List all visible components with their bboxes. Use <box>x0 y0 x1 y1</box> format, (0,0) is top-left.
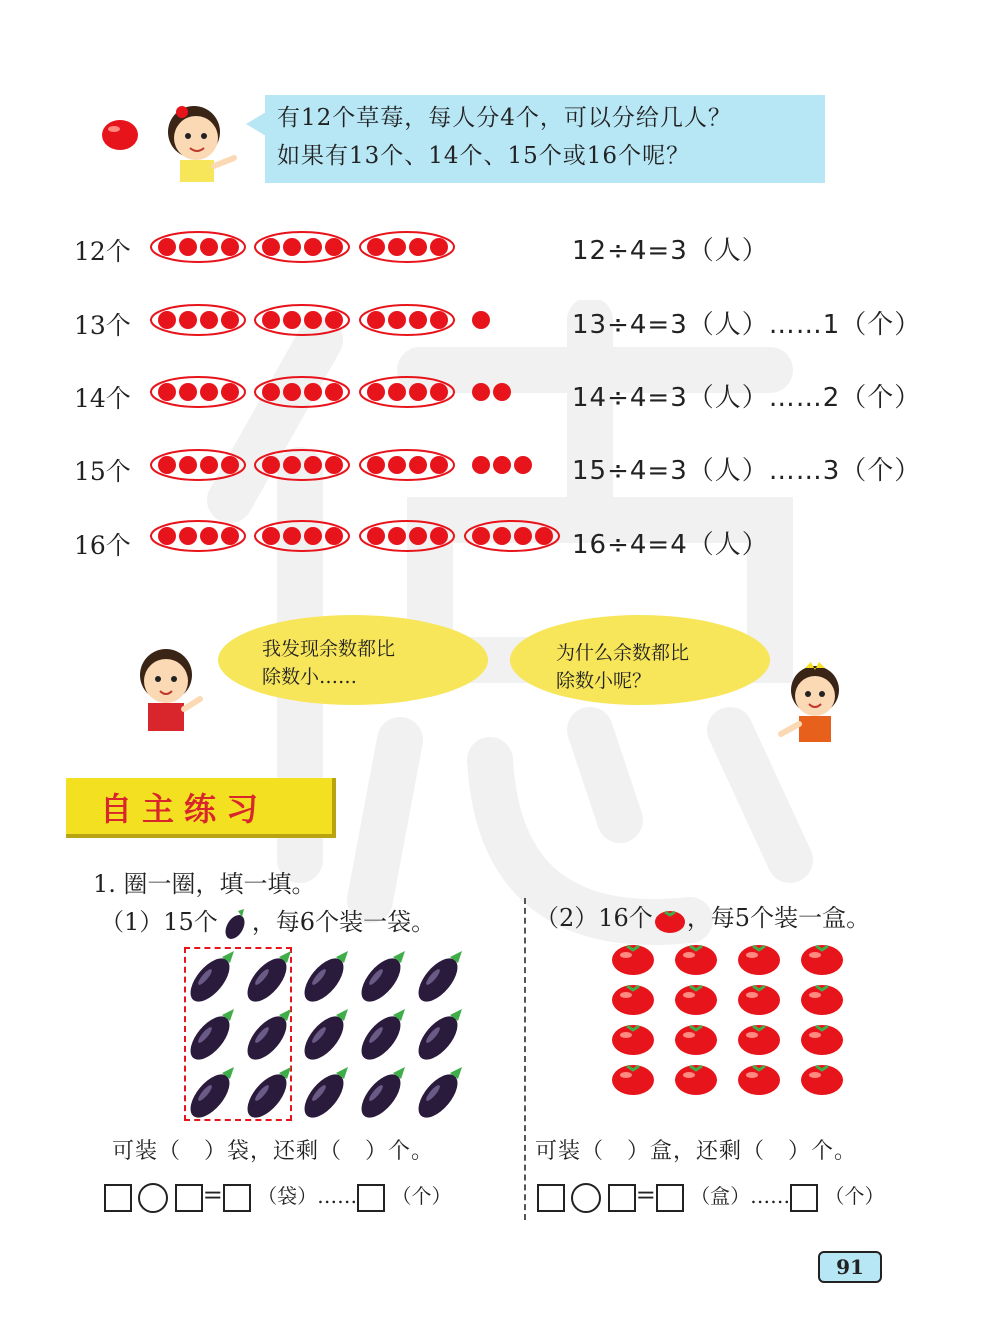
strawberry-dot <box>409 238 427 256</box>
strawberry-group-rows <box>0 0 1000 600</box>
equation-16: 16÷4=4（人） <box>572 530 769 560</box>
page-number: 91 <box>818 1251 882 1283</box>
strawberry-dot <box>388 311 406 329</box>
equals-sign: = <box>202 1181 223 1209</box>
row-label-12: 12个 <box>74 237 131 266</box>
strawberry-dot <box>158 456 176 474</box>
strawberry-dot <box>514 527 532 545</box>
tomato-icon <box>675 985 717 1015</box>
tomato-icon <box>675 1025 717 1055</box>
tomato-icon <box>738 945 780 975</box>
remaining-strawberry-dot <box>472 383 490 401</box>
column-divider <box>524 898 526 1220</box>
strawberry-dot <box>262 238 280 256</box>
strawberry-dot <box>200 311 218 329</box>
strawberry-dot <box>262 311 280 329</box>
eggplant-icon <box>354 1067 407 1124</box>
eggplant-icon <box>411 1009 464 1066</box>
answer-box[interactable] <box>790 1184 818 1212</box>
part1-text-b: ，每6个装一袋。 <box>251 908 436 936</box>
unit-pieces: （个） <box>391 1184 452 1208</box>
strawberry-dot <box>409 456 427 474</box>
unit-pieces: （个） <box>824 1184 885 1208</box>
equation-15: 15÷4=3（人）……3（个） <box>572 456 922 486</box>
eggplant-icon <box>183 951 236 1008</box>
strawberry-dot <box>179 456 197 474</box>
eggplant-icon <box>354 951 407 1008</box>
eggplant-icon <box>411 1067 464 1124</box>
answer-box[interactable] <box>104 1184 132 1212</box>
remaining-strawberry-dot <box>472 311 490 329</box>
strawberry-dot <box>325 383 343 401</box>
row-label-16: 16个 <box>74 531 131 560</box>
part2-text-a: （2）16个 <box>535 904 653 932</box>
exercise-title: 1. 圈一圈，填一填。 <box>93 870 316 898</box>
strawberry-dot <box>535 527 553 545</box>
operator-circle[interactable] <box>571 1183 601 1213</box>
tomato-icon <box>738 1065 780 1095</box>
fill-line-2: 可装（ ）盒，还剩（ ）个。 <box>535 1139 858 1164</box>
bubble-left-line-1: 我发现余数都比 <box>262 638 396 660</box>
eggplant-icon <box>240 1067 293 1124</box>
eggplant-icon <box>183 1009 236 1066</box>
strawberry-dot <box>304 383 322 401</box>
answer-box[interactable] <box>175 1184 203 1212</box>
exercise-part-1 <box>100 902 435 941</box>
strawberry-dot <box>158 311 176 329</box>
strawberry-dot <box>304 456 322 474</box>
answer-box[interactable] <box>357 1184 385 1212</box>
strawberry-dot <box>388 238 406 256</box>
eggplant-grid <box>180 945 470 1125</box>
eggplant-icon <box>297 1009 350 1066</box>
tomato-icon <box>612 1065 654 1095</box>
eggplant-icon <box>183 1067 236 1124</box>
eggplant-icon <box>240 1009 293 1066</box>
unit-bags: （袋）…… <box>257 1184 358 1208</box>
remaining-strawberry-dot <box>493 383 511 401</box>
strawberry-dot <box>472 527 490 545</box>
answer-box[interactable] <box>223 1184 251 1212</box>
eggplant-icon <box>354 1009 407 1066</box>
strawberry-dot <box>367 527 385 545</box>
strawberry-dot <box>283 527 301 545</box>
strawberry-dot <box>283 383 301 401</box>
strawberry-dot <box>221 456 239 474</box>
strawberry-dot <box>325 456 343 474</box>
strawberry-dot <box>304 238 322 256</box>
remaining-strawberry-dot <box>472 456 490 474</box>
fill-line-1: 可装（ ）袋，还剩（ ）个。 <box>112 1139 435 1164</box>
strawberry-dot <box>430 527 448 545</box>
eggplant-icon <box>240 951 293 1008</box>
strawberry-dot <box>221 238 239 256</box>
boy-character-icon <box>130 645 210 735</box>
tomato-icon <box>675 1065 717 1095</box>
answer-box[interactable] <box>608 1184 636 1212</box>
strawberry-dot <box>179 527 197 545</box>
girl-character-icon-2 <box>775 660 855 745</box>
bubble-right-line-1: 为什么余数都比 <box>556 642 690 664</box>
eggplant-icon <box>411 951 464 1008</box>
strawberry-dot <box>283 238 301 256</box>
tomato-icon <box>738 985 780 1015</box>
tomato-icon <box>801 1065 843 1095</box>
strawberry-dot <box>200 527 218 545</box>
strawberry-dot <box>388 527 406 545</box>
bubble-left-line-2: 除数小…… <box>262 666 358 688</box>
strawberry-dot <box>158 383 176 401</box>
eggplant-icon <box>297 951 350 1008</box>
tomato-icon <box>801 945 843 975</box>
tomato-icon <box>612 945 654 975</box>
strawberry-dot <box>221 311 239 329</box>
section-title: 自主练习 <box>100 790 269 828</box>
strawberry-dot <box>430 311 448 329</box>
answer-box[interactable] <box>656 1184 684 1212</box>
tomato-icon <box>653 905 687 935</box>
strawberry-dot <box>283 311 301 329</box>
strawberry-dot <box>388 383 406 401</box>
exercise-part-2 <box>535 898 870 935</box>
strawberry-dot <box>430 238 448 256</box>
tomato-icon <box>801 985 843 1015</box>
part2-text-b: ，每5个装一盒。 <box>686 904 871 932</box>
strawberry-dot <box>325 238 343 256</box>
strawberry-dot <box>325 527 343 545</box>
equals-sign: = <box>635 1181 656 1209</box>
unit-boxes: （盒）…… <box>690 1184 791 1208</box>
strawberry-dot <box>388 456 406 474</box>
row-label-14: 14个 <box>74 384 131 413</box>
tomato-icon <box>675 945 717 975</box>
eggplant-icon <box>218 907 252 941</box>
bubble-right <box>510 615 770 705</box>
remaining-strawberry-dot <box>514 456 532 474</box>
tomato-icon <box>738 1025 780 1055</box>
intro-line-2: 如果有13个、14个、15个或16个呢？ <box>277 143 691 169</box>
bubble-right-line-2: 除数小呢？ <box>556 670 652 692</box>
strawberry-dot <box>325 311 343 329</box>
tomato-icon <box>801 1025 843 1055</box>
operator-circle[interactable] <box>138 1183 168 1213</box>
strawberry-dot <box>304 311 322 329</box>
strawberry-dot <box>430 456 448 474</box>
strawberry-dot <box>409 311 427 329</box>
strawberry-dot <box>262 456 280 474</box>
bubble-left <box>218 615 488 705</box>
strawberry-dot <box>158 527 176 545</box>
strawberry-dot <box>367 238 385 256</box>
strawberry-dot <box>409 527 427 545</box>
strawberry-dot <box>409 383 427 401</box>
strawberry-dot <box>179 311 197 329</box>
part1-text-a: （1）15个 <box>100 908 218 936</box>
row-label-13: 13个 <box>74 311 131 340</box>
equation-template-1 <box>104 1180 452 1213</box>
equation-13: 13÷4=3（人）……1（个） <box>572 310 922 340</box>
tomato-icon <box>612 1025 654 1055</box>
strawberry-dot <box>262 527 280 545</box>
strawberry-dot <box>283 456 301 474</box>
strawberry-dot <box>179 383 197 401</box>
remaining-strawberry-dot <box>493 456 511 474</box>
strawberry-dot <box>367 311 385 329</box>
strawberry-dot <box>221 383 239 401</box>
strawberry-dot <box>430 383 448 401</box>
strawberry-dot <box>200 456 218 474</box>
strawberry-dot <box>493 527 511 545</box>
equation-template-2 <box>537 1180 885 1213</box>
strawberry-dot <box>158 238 176 256</box>
strawberry-dot <box>221 527 239 545</box>
eggplant-icon <box>297 1067 350 1124</box>
answer-box[interactable] <box>537 1184 565 1212</box>
strawberry-dot <box>200 238 218 256</box>
tomato-grid <box>600 935 860 1105</box>
strawberry-dot <box>262 383 280 401</box>
tomato-icon <box>612 985 654 1015</box>
strawberry-dot <box>200 383 218 401</box>
row-label-15: 15个 <box>74 457 131 486</box>
strawberry-dot <box>179 238 197 256</box>
strawberry-dot <box>304 527 322 545</box>
equation-12: 12÷4=3（人） <box>572 236 769 266</box>
intro-line-1: 有12个草莓，每人分4个，可以分给几人？ <box>277 105 732 131</box>
strawberry-dot <box>367 383 385 401</box>
strawberry-dot <box>367 456 385 474</box>
equation-14: 14÷4=3（人）……2（个） <box>572 383 922 413</box>
section-banner <box>66 778 336 838</box>
